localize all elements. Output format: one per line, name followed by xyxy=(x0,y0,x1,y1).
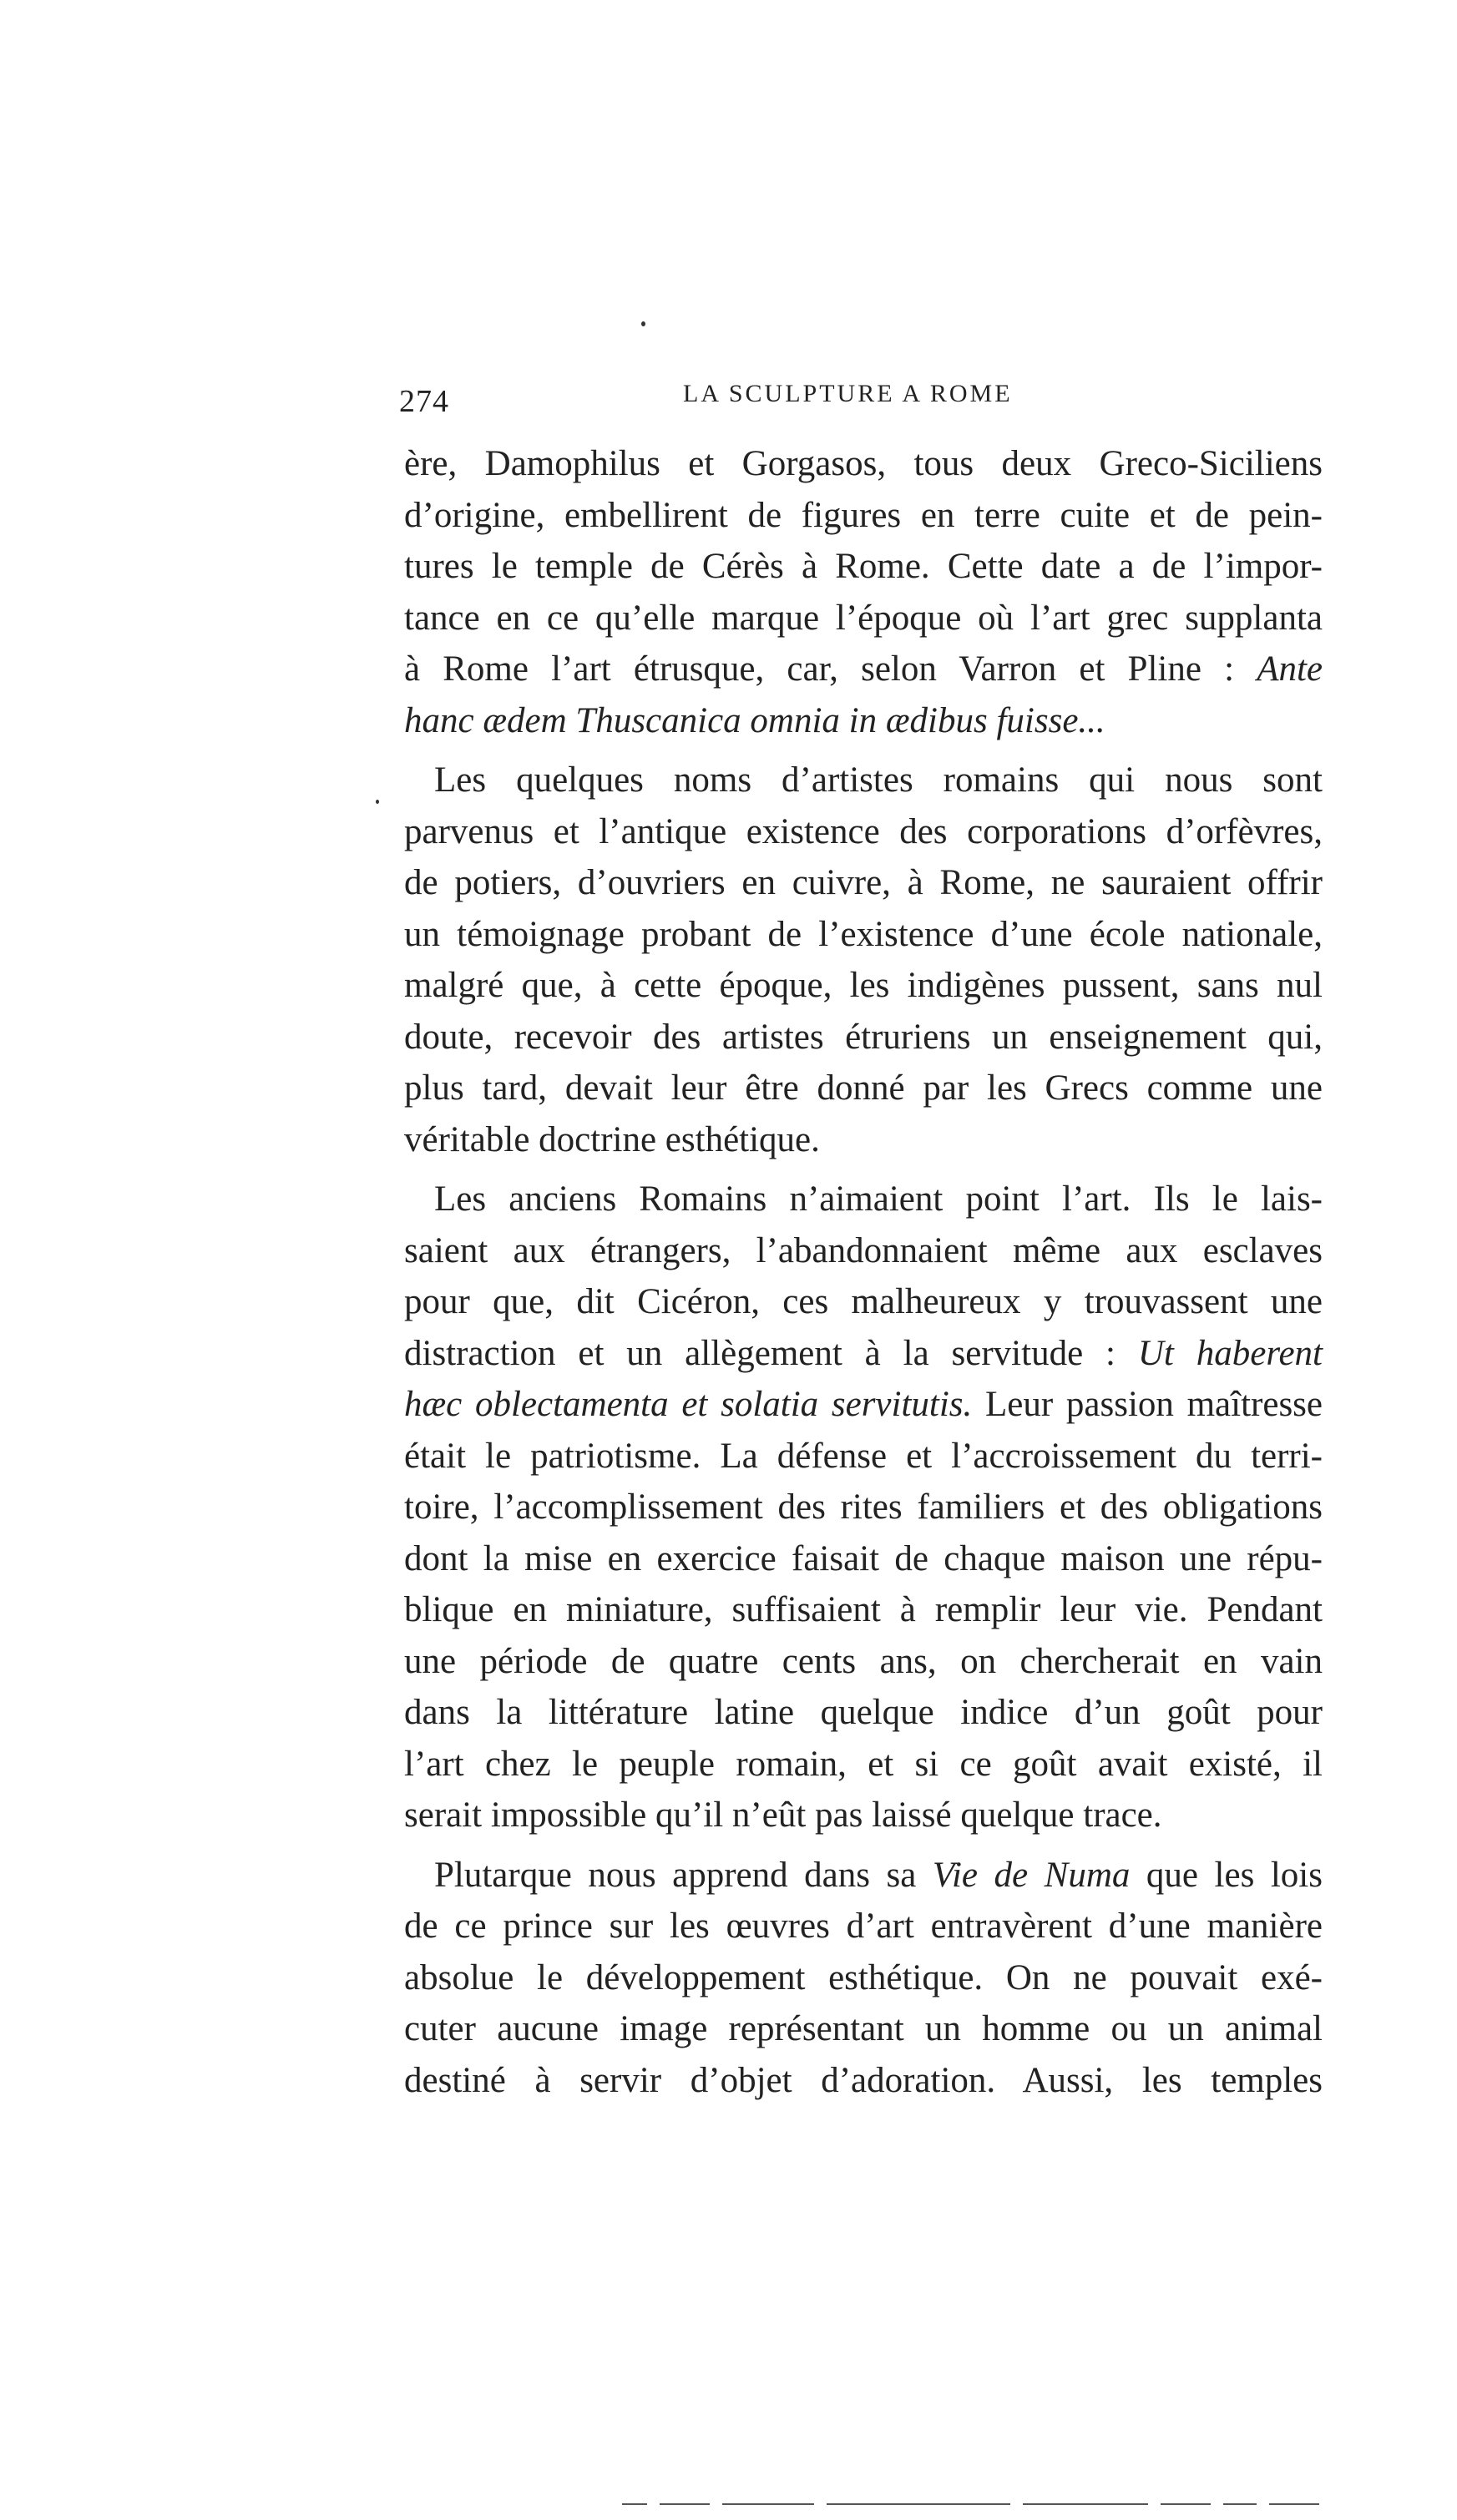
text-line: l’art chez le peuple romain, et si ce goût avait existé, il xyxy=(404,1744,1323,1784)
running-title: LA SCULPTURE A ROME xyxy=(683,380,1013,407)
text-line: absolue le développement esthétique. On ne pouvait exé- xyxy=(404,1957,1323,1997)
text-line: dont la mise en exercice faisait de chaque maison une répu- xyxy=(404,1538,1323,1578)
text-line xyxy=(404,1328,1323,1380)
text-line: était le patriotisme. La défense et l’accroissement du terri- xyxy=(404,1436,1323,1476)
text-line: dans la littérature latine quelque indice d’un goût pour xyxy=(404,1693,1323,1732)
text-line xyxy=(404,695,1323,747)
paragraph xyxy=(404,438,1323,746)
text-line: un témoignage probant de l’existence d’une école nationale, xyxy=(404,914,1323,954)
text-line: Les anciens Romains n’aimaient point l’art. Ils le lais- xyxy=(434,1179,1323,1219)
text-line: tance en ce qu’elle marque l’époque où l’art grec supplanta xyxy=(404,598,1323,638)
text-line: doute, recevoir des artistes étruriens un enseignement qui, xyxy=(404,1017,1323,1057)
text-line xyxy=(404,1850,1323,1901)
ink-speck xyxy=(641,321,645,326)
text-fragment: à Rome l’art étrusque, car, selon Varron et Pline : xyxy=(404,649,1257,689)
text-line: de potiers, d’ouvriers en cuivre, à Rome, ne sauraient offrir xyxy=(404,863,1323,902)
text-line: parvenus et l’antique existence des corporations d’orfèvres, xyxy=(404,811,1323,851)
running-head xyxy=(399,371,1326,422)
text-line: tures le temple de Cérès à Rome. Cette date a de l’impor- xyxy=(404,547,1323,586)
body-text xyxy=(404,438,1323,2106)
text-fragment: que les lois xyxy=(1130,1855,1323,1895)
text-line: cuter aucune image représentant un homme ou un animal xyxy=(404,2009,1323,2048)
text-line: malgré que, à cette époque, les indigènes pussent, sans nul xyxy=(404,966,1323,1005)
text-line: toire, l’accomplissement des rites familiers et des obligations xyxy=(404,1487,1323,1527)
text-line: une période de quatre cents ans, on chercherait en vain xyxy=(404,1641,1323,1681)
text-line: serait impossible qu’il n’eût pas laissé quelque trace. xyxy=(404,1795,1162,1835)
paragraph xyxy=(404,755,1323,1165)
paragraph xyxy=(404,1174,1323,1841)
scan-edge-marks xyxy=(622,2503,1374,2505)
latin-quote: Ut haberent xyxy=(1137,1333,1323,1373)
text-fragment: Plutarque nous apprend dans sa xyxy=(434,1855,933,1895)
text-line: de ce prince sur les œuvres d’art entravèrent d’une manière xyxy=(404,1906,1323,1946)
page-number: 274 xyxy=(399,384,449,419)
text-line: destiné à servir d’objet d’adoration. Aussi, les temples xyxy=(404,2060,1323,2100)
text-fragment: Leur passion maîtresse xyxy=(972,1385,1323,1424)
text-line: véritable doctrine esthétique. xyxy=(404,1119,820,1159)
latin-quote: hanc ædem Thuscanica omnia in ædibus fuisse... xyxy=(404,700,1105,740)
text-line: plus tard, devait leur être donné par les Grecs comme une xyxy=(404,1068,1323,1108)
latin-quote: hæc oblectamenta et solatia servitutis. xyxy=(404,1385,973,1424)
paragraph xyxy=(404,1850,1323,2107)
text-line: pour que, dit Cicéron, ces malheureux y trouvassent une xyxy=(404,1282,1323,1321)
text-line: ère, Damophilus et Gorgasos, tous deux Greco-Siciliens xyxy=(404,444,1323,483)
text-line: blique en miniature, suffisaient à remplir leur vie. Pendant xyxy=(404,1590,1323,1629)
text-line xyxy=(404,644,1323,695)
text-line xyxy=(404,1379,1323,1431)
text-fragment: distraction et un allègement à la servitude : xyxy=(404,1333,1138,1373)
text-line: saient aux étrangers, l’abandonnaient même aux esclaves xyxy=(404,1230,1323,1270)
text-line: Les quelques noms d’artistes romains qui nous sont xyxy=(434,760,1323,800)
latin-quote: Ante xyxy=(1257,649,1323,689)
text-line: d’origine, embellirent de figures en terre cuite et de pein- xyxy=(404,495,1323,535)
ink-speck xyxy=(376,800,379,804)
book-title: Vie de Numa xyxy=(932,1855,1131,1895)
